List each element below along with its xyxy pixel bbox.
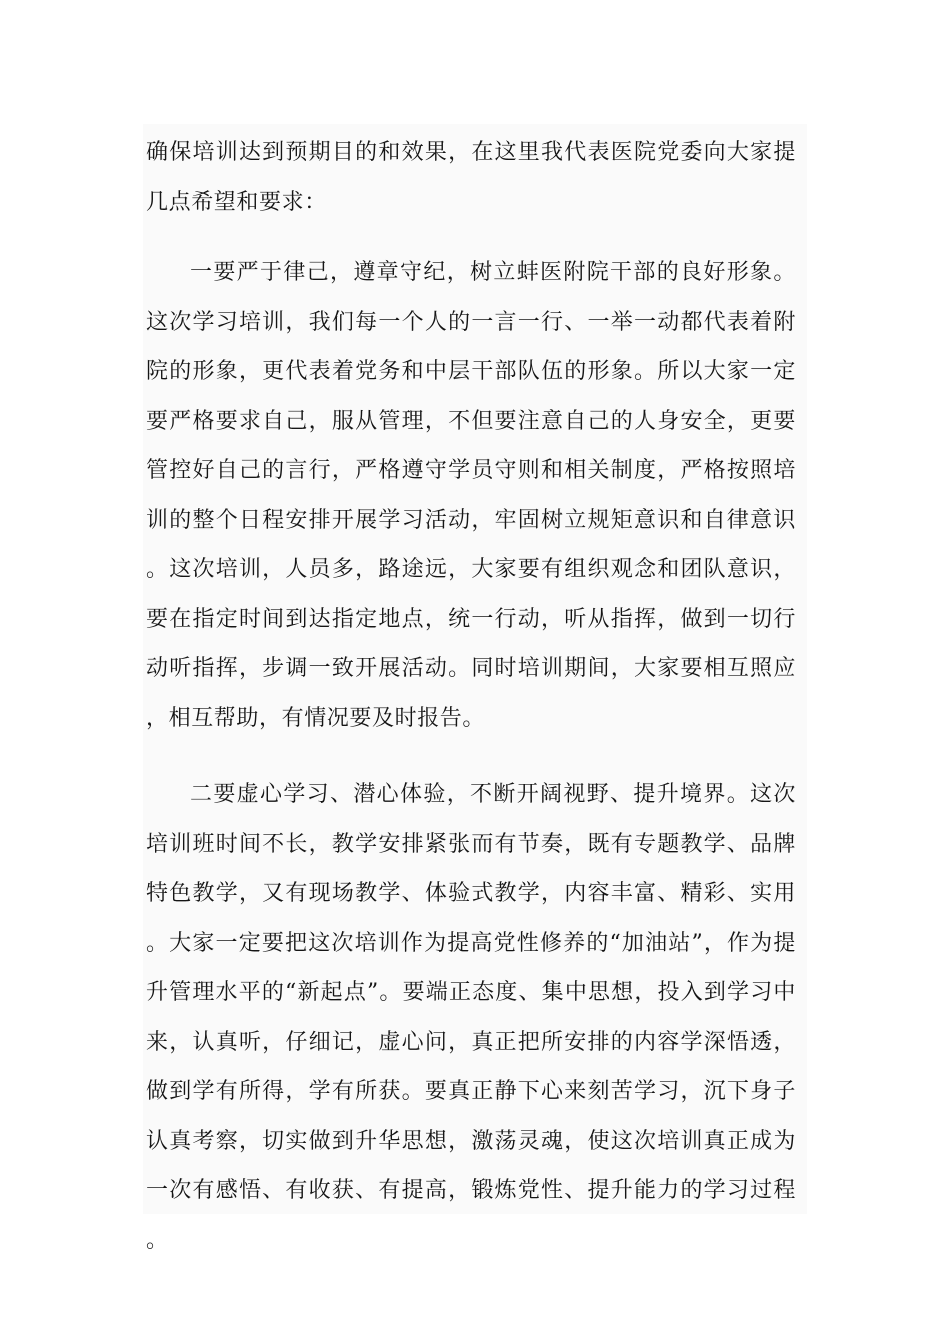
paragraph-intro: 确保培训达到预期目的和效果，在这里我代表医院党委向大家提几点希望和要求： bbox=[146, 140, 796, 215]
document-body bbox=[143, 124, 807, 1253]
paragraph-point-two: 二要虚心学习、潜心体验，不断开阔视野、提升境界。这次培训班时间不长，教学安排紧张而有节奏，既有专题教学、品牌特色教学，又有现场教学、体验式教学，内容丰富、精彩、实用。大家一定要把这次培训作为提高党性修养的“加油站”，作为提升管理水平的“新起点”。要端正态度、集中思想，投入到学习中来，认真听，仔细记，虚心问，真正把所安排的内容学深悟透，做到学有所得，学有所获。要真正静下心来刻苦学习，沉下身子认真考察，切实做到升华思想，激荡灵魂，使这次培训真正成为一次有感悟、有收获、有提高，锻炼党性、提升能力的学习过程。 bbox=[146, 782, 796, 1253]
paragraph-point-one: 一要严于律己，遵章守纪，树立蚌医附院干部的良好形象。这次学习培训，我们每一个人的一言一行、一举一动都代表着附院的形象，更代表着党务和中层干部队伍的形象。所以大家一定要严格要求自己，服从管理，不但要注意自己的人身安全，更要管控好自己的言行，严格遵守学员守则和相关制度，严格按照培训的整个日程安排开展学习活动，牢固树立规矩意识和自律意识。这次培训，人员多，路途远，大家要有组织观念和团队意识，要在指定时间到达指定地点，统一行动，听从指挥，做到一切行动听指挥，步调一致开展活动。同时培训期间，大家要相互照应，相互帮助，有情况要及时报告。 bbox=[146, 260, 796, 731]
